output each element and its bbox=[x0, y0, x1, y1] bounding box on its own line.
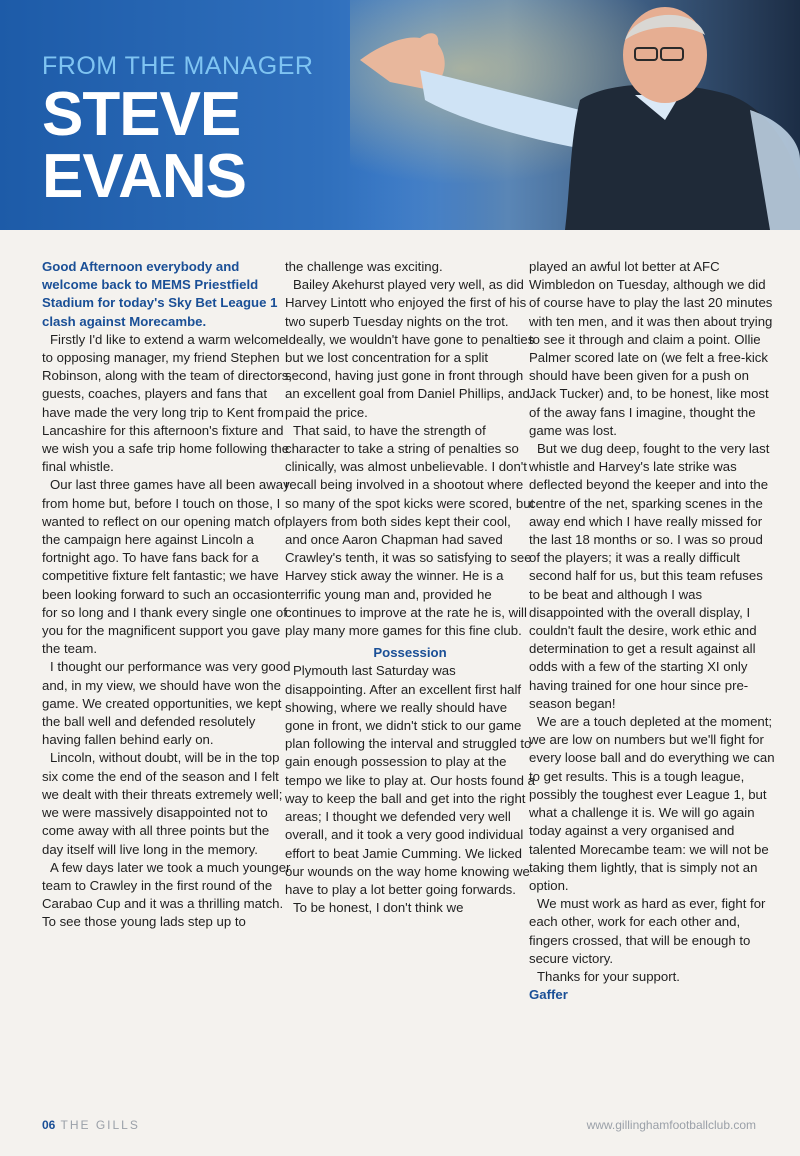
paragraph: the challenge was exciting. bbox=[285, 259, 443, 274]
paragraph: We are a touch depleted at the moment; we are low on numbers but we'll fight for every loose ball and do everything we can to get results. This is a tough league, possibly the toughest ever League 1, but what a challenge it is. We will go again today against a very organised and talented Morecambe team: we will not be taking them lightly, that is simply not an option. bbox=[529, 714, 775, 893]
section-kicker: FROM THE MANAGER bbox=[42, 52, 314, 80]
page-number: 06 bbox=[42, 1118, 56, 1132]
signoff: Gaffer bbox=[529, 987, 568, 1003]
manager-name-first: STEVE bbox=[42, 80, 241, 149]
paragraph: To be honest, I don't think we bbox=[293, 900, 464, 916]
magazine-name: THE GILLS bbox=[60, 1118, 140, 1132]
paragraph: played an awful lot better at AFC Wimbledon on Tuesday, although we did of course have to play the last 20 minutes with ten men, and it was then about trying to see it through and claim a point. Ollie Palmer scored late on (we felt a free-kick should have been given for a push on Jack Tucker) and, to be honest, like most of the away fans I imagine, thought the game was lost. bbox=[529, 259, 773, 438]
paragraph: Bailey Akehurst played very well, as did Harvey Lintott who enjoyed the first of his two superb Tuesday nights on the trot. Ideally, we wouldn't have gone to penalties but we lost concentration for a split second, having just gone in front through an excellent goal from Daniel Phillips, and paid the price. bbox=[285, 277, 535, 420]
subheading: Possession bbox=[373, 645, 447, 661]
article-column-3 bbox=[529, 258, 777, 1004]
paragraph: Our last three games have all been away from home but, before I touch on those, I wanted to reflect on our opening match of the campaign here against Lincoln a fortnight ago. To have fans back for a competitive fixture felt fantastic; we have been looking forward to such an occasion for so long and I thank every single one of you for the magnificent support you gave the team. bbox=[42, 477, 290, 657]
footer-page-label bbox=[42, 1118, 140, 1132]
paragraph: Plymouth last Saturday was disappointing. After an excellent first half showing, where we really should have gone in front, we didn't stick to our game plan following the interval and struggled to gain enough possession to play at the tempo we like to play at. Our hosts found a way to keep the ball and get into the right areas; I thought we defended very well overall, and it took a very good individual effort to beat Jamie Cumming. We licked our wounds on the way home knowing we have to play a lot better going forwards. bbox=[285, 663, 535, 897]
paragraph: I thought our performance was very good and, in my view, we should have won the game. We created opportunities, we kept the ball well and defended resolutely having fallen behind early on. bbox=[42, 659, 291, 748]
paragraph: Thanks for your support. bbox=[537, 968, 680, 984]
paragraph: But we dug deep, fought to the very last whistle and Harvey's late strike was deflected beyond the keeper and into the centre of the net, sparking scenes in the away end which I have really missed for the last 18 months or so. I was so proud of the players; it was a really difficult second half for us, but this team refuses to be beat and although I was disappointed with the overall display, I couldn't fault the desire, work ethic and determination to get a result against all odds with a few of the starting XI only having trained for one hour since pre-season began! bbox=[529, 441, 770, 711]
paragraph: We must work as hard as ever, fight for each other, work for each other and, fingers crossed, that will be enough to secure victory. bbox=[529, 896, 766, 966]
website-url: www.gillinghamfootballclub.com bbox=[586, 1118, 756, 1132]
manager-photo bbox=[350, 0, 800, 230]
paragraph: That said, to have the strength of character to take a string of penalties so clinically, was almost unbelievable. I don't recall being involved in a shootout where so many of the spot kicks were scored, but players from both sides kept their cool, and once Aaron Chapman had saved Crawley's tenth, it was so satisfying to see Harvey stick away the winner. He is a terrific young man and, provided he continues to improve at the rate he is, will play many more games for this fine club. bbox=[285, 422, 535, 639]
article-column-1 bbox=[42, 258, 292, 932]
paragraph: Lincoln, without doubt, will be in the top six come the end of the season and I felt we dealt with their threats extremely well; we were massively disappointed not to come away with all three points but the day itself will live long in the memory. bbox=[42, 750, 283, 857]
manager-name-last: EVANS bbox=[42, 142, 247, 211]
paragraph: A few days later we took a much younger team to Crawley in the first round of the Carabao Cup and it was a thrilling match. To see those young lads step up to bbox=[42, 859, 291, 930]
article-column-2 bbox=[285, 258, 535, 917]
paragraph: Firstly I'd like to extend a warm welcome to opposing manager, my friend Stephen Robinson, along with the team of directors, guests, coaches, players and fans that have made the very long trip to Kent from Lancashire for this afternoon's fixture and we wish you a safe trip home following the final whistle. bbox=[42, 331, 292, 475]
header-banner bbox=[0, 0, 800, 230]
intro-paragraph: Good Afternoon everybody and welcome back to MEMS Priestfield Stadium for today's Sky Bet League 1 clash against Morecambe. bbox=[42, 259, 278, 329]
